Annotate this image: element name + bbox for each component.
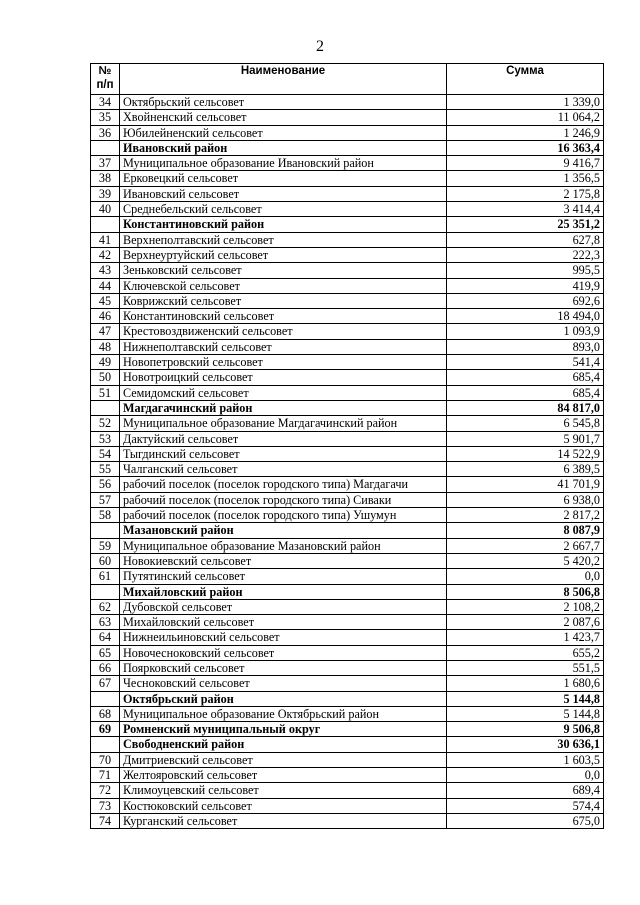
row-number: 51 — [91, 385, 120, 400]
row-number: 66 — [91, 660, 120, 675]
row-number: 60 — [91, 553, 120, 568]
table-row — [91, 156, 604, 171]
table-row — [91, 110, 604, 125]
row-sum: 2 175,8 — [447, 186, 604, 201]
table-row — [91, 263, 604, 278]
row-number: 48 — [91, 339, 120, 354]
table-row — [91, 431, 604, 446]
row-name: Нижнеполтавский сельсовет — [120, 339, 447, 354]
row-number: 62 — [91, 599, 120, 614]
row-sum: 689,4 — [447, 783, 604, 798]
row-number: 52 — [91, 416, 120, 431]
row-number — [91, 523, 120, 538]
table-row — [91, 508, 604, 523]
row-name: Семидомский сельсовет — [120, 385, 447, 400]
row-sum: 25 351,2 — [447, 217, 604, 232]
row-name: Свободненский район — [120, 737, 447, 752]
table-row-district — [91, 722, 604, 737]
row-name: Муниципальное образование Мазановский район — [120, 538, 447, 553]
table-row — [91, 339, 604, 354]
table-row-district — [91, 737, 604, 752]
table-row — [91, 768, 604, 783]
row-sum: 14 522,9 — [447, 446, 604, 461]
row-name: Константиновский район — [120, 217, 447, 232]
row-sum: 995,5 — [447, 263, 604, 278]
row-sum: 1 093,9 — [447, 324, 604, 339]
row-sum: 551,5 — [447, 660, 604, 675]
row-name: Новопетровский сельсовет — [120, 355, 447, 370]
row-sum: 685,4 — [447, 385, 604, 400]
row-sum: 8 506,8 — [447, 584, 604, 599]
table-row — [91, 538, 604, 553]
table-row — [91, 293, 604, 308]
row-number: 45 — [91, 293, 120, 308]
row-sum: 1 423,7 — [447, 630, 604, 645]
row-name: Зеньковский сельсовет — [120, 263, 447, 278]
table-row — [91, 309, 604, 324]
row-name: Новотроицкий сельсовет — [120, 370, 447, 385]
row-sum: 574,4 — [447, 798, 604, 813]
row-number: 73 — [91, 798, 120, 813]
row-name: Крестовоздвиженский сельсовет — [120, 324, 447, 339]
row-sum: 30 636,1 — [447, 737, 604, 752]
row-number — [91, 217, 120, 232]
row-sum: 419,9 — [447, 278, 604, 293]
row-sum: 0,0 — [447, 569, 604, 584]
row-name: Новочесноковский сельсовет — [120, 645, 447, 660]
row-number: 36 — [91, 125, 120, 140]
table-row — [91, 171, 604, 186]
row-name: рабочий поселок (поселок городского типа) Сиваки — [120, 492, 447, 507]
row-name: Поярковский сельсовет — [120, 660, 447, 675]
row-name: Ивановский район — [120, 140, 447, 155]
table-row-district — [91, 523, 604, 538]
row-sum: 6 545,8 — [447, 416, 604, 431]
table-row-district — [91, 584, 604, 599]
row-name: рабочий поселок (поселок городского типа) Ушумун — [120, 508, 447, 523]
row-number: 55 — [91, 462, 120, 477]
row-name: Мазановский район — [120, 523, 447, 538]
row-name: Чесноковский сельсовет — [120, 676, 447, 691]
row-sum: 655,2 — [447, 645, 604, 660]
header-sum: Сумма — [447, 64, 604, 95]
table-row — [91, 385, 604, 400]
row-number: 38 — [91, 171, 120, 186]
row-name: Коврижский сельсовет — [120, 293, 447, 308]
row-sum: 5 144,8 — [447, 691, 604, 706]
table-row — [91, 416, 604, 431]
row-name: Желтояровский сельсовет — [120, 768, 447, 783]
row-number: 64 — [91, 630, 120, 645]
table-row-district — [91, 140, 604, 155]
row-name: Нижнеильиновский сельсовет — [120, 630, 447, 645]
row-number: 61 — [91, 569, 120, 584]
table-row — [91, 202, 604, 217]
row-number: 43 — [91, 263, 120, 278]
row-name: Костюковский сельсовет — [120, 798, 447, 813]
row-sum: 5 144,8 — [447, 706, 604, 721]
row-name: Дубовской сельсовет — [120, 599, 447, 614]
row-name: Чалганский сельсовет — [120, 462, 447, 477]
row-name: Путятинский сельсовет — [120, 569, 447, 584]
table-row — [91, 95, 604, 110]
row-name: Ивановский сельсовет — [120, 186, 447, 201]
table-header-row — [91, 64, 604, 95]
row-name: Муниципальное образование Магдагачинский район — [120, 416, 447, 431]
table-row — [91, 370, 604, 385]
row-number: 46 — [91, 309, 120, 324]
row-sum: 2 667,7 — [447, 538, 604, 553]
row-number — [91, 691, 120, 706]
row-sum: 675,0 — [447, 813, 604, 828]
row-name: Муниципальное образование Ивановский район — [120, 156, 447, 171]
table-row — [91, 706, 604, 721]
row-sum: 0,0 — [447, 768, 604, 783]
row-name: рабочий поселок (поселок городского типа) Магдагачи — [120, 477, 447, 492]
row-number: 54 — [91, 446, 120, 461]
row-sum: 2 108,2 — [447, 599, 604, 614]
row-name: Верхнеполтавский сельсовет — [120, 232, 447, 247]
row-number: 56 — [91, 477, 120, 492]
table-body — [91, 95, 604, 829]
header-num: № п/п — [91, 64, 120, 95]
table-row-district — [91, 217, 604, 232]
row-name: Дмитриевский сельсовет — [120, 752, 447, 767]
table-row — [91, 752, 604, 767]
row-sum: 1 603,5 — [447, 752, 604, 767]
row-name: Ерковецкий сельсовет — [120, 171, 447, 186]
row-name: Дактуйский сельсовет — [120, 431, 447, 446]
row-number: 67 — [91, 676, 120, 691]
row-name: Октябрьский район — [120, 691, 447, 706]
row-number: 42 — [91, 247, 120, 262]
row-name: Михайловский район — [120, 584, 447, 599]
row-number: 41 — [91, 232, 120, 247]
table-row — [91, 645, 604, 660]
row-sum: 6 389,5 — [447, 462, 604, 477]
table-row — [91, 125, 604, 140]
row-number: 74 — [91, 813, 120, 828]
row-number: 34 — [91, 95, 120, 110]
row-number — [91, 584, 120, 599]
row-name: Курганский сельсовет — [120, 813, 447, 828]
table-row — [91, 813, 604, 828]
row-number: 50 — [91, 370, 120, 385]
row-name: Муниципальное образование Октябрьский район — [120, 706, 447, 721]
row-number: 65 — [91, 645, 120, 660]
row-name: Ключевской сельсовет — [120, 278, 447, 293]
row-name: Константиновский сельсовет — [120, 309, 447, 324]
row-number: 69 — [91, 722, 120, 737]
row-number — [91, 400, 120, 415]
row-sum: 1 339,0 — [447, 95, 604, 110]
row-number: 40 — [91, 202, 120, 217]
row-number: 37 — [91, 156, 120, 171]
budget-table — [90, 63, 604, 829]
row-name: Ромненский муниципальный округ — [120, 722, 447, 737]
row-number: 58 — [91, 508, 120, 523]
table-row — [91, 783, 604, 798]
table-row — [91, 599, 604, 614]
row-sum: 16 363,4 — [447, 140, 604, 155]
row-name: Тыгдинский сельсовет — [120, 446, 447, 461]
row-number: 72 — [91, 783, 120, 798]
table-row — [91, 355, 604, 370]
row-sum: 2 817,2 — [447, 508, 604, 523]
row-sum: 6 938,0 — [447, 492, 604, 507]
table-row — [91, 660, 604, 675]
row-number: 53 — [91, 431, 120, 446]
table-row — [91, 446, 604, 461]
row-sum: 11 064,2 — [447, 110, 604, 125]
row-number: 70 — [91, 752, 120, 767]
row-sum: 893,0 — [447, 339, 604, 354]
row-name: Верхнеуртуйский сельсовет — [120, 247, 447, 262]
row-name: Магдагачинский район — [120, 400, 447, 415]
row-number: 44 — [91, 278, 120, 293]
table-row — [91, 676, 604, 691]
table-row — [91, 247, 604, 262]
table-row-district — [91, 691, 604, 706]
row-name: Климоуцевский сельсовет — [120, 783, 447, 798]
row-sum: 2 087,6 — [447, 615, 604, 630]
row-number: 71 — [91, 768, 120, 783]
header-name: Наименование — [120, 64, 447, 95]
row-sum: 692,6 — [447, 293, 604, 308]
row-name: Новокиевский сельсовет — [120, 553, 447, 568]
page-number: 2 — [316, 38, 324, 55]
row-sum: 5 420,2 — [447, 553, 604, 568]
row-sum: 3 414,4 — [447, 202, 604, 217]
table-row — [91, 278, 604, 293]
row-sum: 9 506,8 — [447, 722, 604, 737]
table-row — [91, 798, 604, 813]
table-row — [91, 569, 604, 584]
row-sum: 1 356,5 — [447, 171, 604, 186]
table-row — [91, 462, 604, 477]
row-sum: 9 416,7 — [447, 156, 604, 171]
row-sum: 541,4 — [447, 355, 604, 370]
row-number — [91, 737, 120, 752]
table-row — [91, 324, 604, 339]
row-sum: 5 901,7 — [447, 431, 604, 446]
row-sum: 1 246,9 — [447, 125, 604, 140]
row-name: Михайловский сельсовет — [120, 615, 447, 630]
table-row — [91, 477, 604, 492]
table-row — [91, 232, 604, 247]
row-number: 47 — [91, 324, 120, 339]
row-sum: 1 680,6 — [447, 676, 604, 691]
row-sum: 222,3 — [447, 247, 604, 262]
row-name: Среднебельский сельсовет — [120, 202, 447, 217]
row-sum: 41 701,9 — [447, 477, 604, 492]
row-number: 59 — [91, 538, 120, 553]
row-sum: 18 494,0 — [447, 309, 604, 324]
row-sum: 685,4 — [447, 370, 604, 385]
row-sum: 84 817,0 — [447, 400, 604, 415]
row-number: 39 — [91, 186, 120, 201]
table-row-district — [91, 400, 604, 415]
row-number: 57 — [91, 492, 120, 507]
row-name: Хвойненский сельсовет — [120, 110, 447, 125]
row-number — [91, 140, 120, 155]
row-name: Юбилейненский сельсовет — [120, 125, 447, 140]
table-row — [91, 492, 604, 507]
row-sum: 8 087,9 — [447, 523, 604, 538]
row-number: 63 — [91, 615, 120, 630]
table-row — [91, 186, 604, 201]
table-row — [91, 630, 604, 645]
row-sum: 627,8 — [447, 232, 604, 247]
row-name: Октябрьский сельсовет — [120, 95, 447, 110]
row-number: 35 — [91, 110, 120, 125]
row-number: 68 — [91, 706, 120, 721]
table-row — [91, 615, 604, 630]
table-row — [91, 553, 604, 568]
row-number: 49 — [91, 355, 120, 370]
